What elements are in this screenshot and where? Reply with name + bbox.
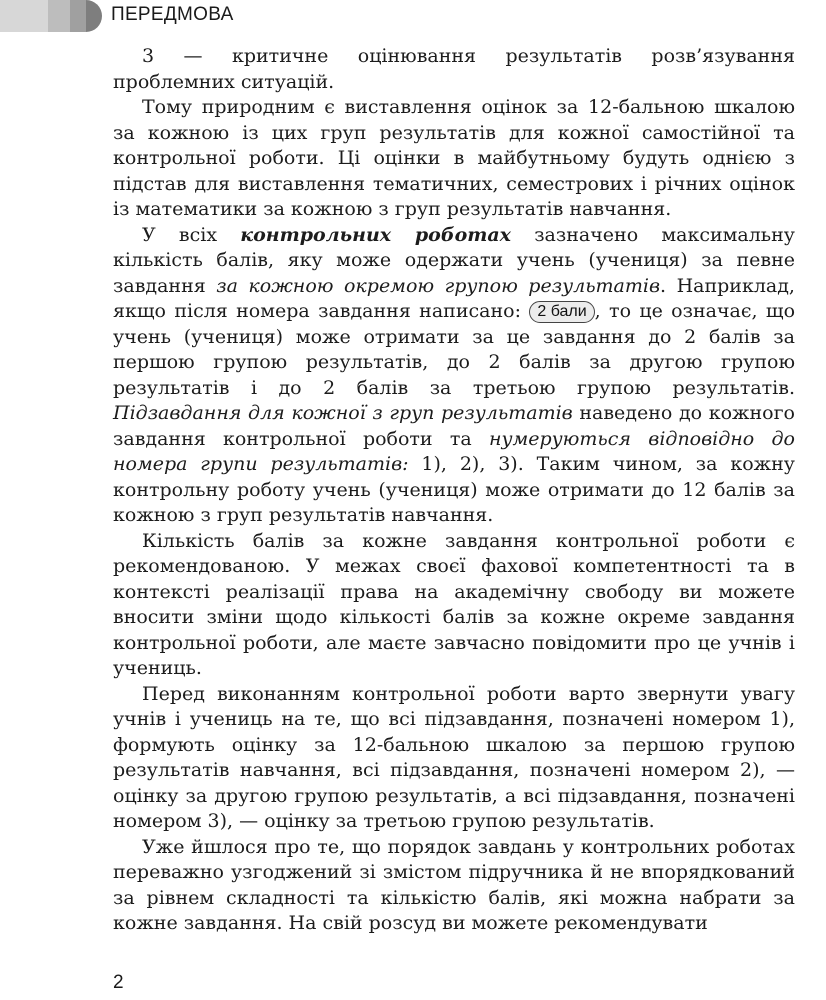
header-decor-bar (70, 0, 86, 32)
section-title: ПЕРЕДМОВА (111, 4, 234, 25)
text-run: , то це означає, що учень (учениця) може отримати за це завдання до 2 балів за першою групою результатів, до 2 балів за другою групою результатів і до 2 балів за третьою групою результатів. (113, 300, 796, 399)
paragraph-5: Перед виконанням контрольної роботи варто звернути увагу учнів і учениць на те, що всі підзавдання, позначені номером 1), формують оцінку за 12-бальною шкалою за першою групою результатів навчання, всі підзавдання, позначені номером 2), — оцінку за другою групою результатів, а всі підзавдання, позначені номером 3), — оцінку за третьою групою результатів. (113, 682, 795, 832)
text-run: зазначено максимальну кількість балів, яку може одержати учень (учениця) за певне завдання (113, 223, 795, 297)
text-run: У всіх (142, 223, 241, 246)
text-run: наведено до кожного завдання контрольної роботи та (113, 402, 795, 450)
page-header (0, 0, 826, 32)
paragraph-2: Тому природним є виставлення оцінок за 12-бальною шкалою за кожною із цих груп результатів для кожної самостійної та контрольної роботи. Ці оцінки в майбутньому будуть однією з підстав для виставлення тематичних, семестрових і річних оцінок із математики за кожною з груп результатів навчання. (113, 96, 795, 220)
header-decor-bar (48, 0, 70, 32)
paragraph-4: Кількість балів за кожне завдання контрольної роботи є рекомендованою. У межах своєї фахової компетентності та в контексті реалізації права на академічну свободу ви можете вносити зміни щодо кількості балів за кожне окреме завдання контрольної роботи, але маєте завчасно повідомити про це учнів і учениць. (113, 529, 795, 679)
emphasis-bold-italic: контрольних роботах (240, 223, 511, 246)
page-number: 2 (113, 972, 124, 993)
header-decor-bar (0, 0, 48, 32)
paragraph-3 (113, 223, 795, 529)
emphasis-italic: за кожною окремою групою результатів (216, 274, 661, 297)
emphasis-italic: нумеруються відповідно до номера групи результатів: (113, 427, 795, 475)
paragraph-6: Уже йшлося про те, що порядок завдань у контрольних роботах переважно узгоджений зі змістом підручника й не впорядкований за рівнем складності та кількістю балів, які можна набрати за кожне завдання. На свій розсуд ви можете рекомендувати (113, 835, 795, 934)
text-run: . Наприклад, якщо після номера завдання написано: (113, 274, 795, 322)
emphasis-italic: Підзавдання для кожної з груп результатів (113, 402, 573, 424)
header-decor-tab (86, 0, 102, 32)
text-run: 1), 2), 3). Таким чином, за кожну контрольну роботу учень (учениця) може отримати до 12 балів за кожною з груп результатів навчання. (113, 453, 795, 526)
body-text (113, 44, 795, 937)
paragraph-1: 3 — критичне оцінювання результатів розв’язування проблемних ситуацій. (113, 45, 795, 93)
points-badge: 2 бали (529, 301, 594, 323)
